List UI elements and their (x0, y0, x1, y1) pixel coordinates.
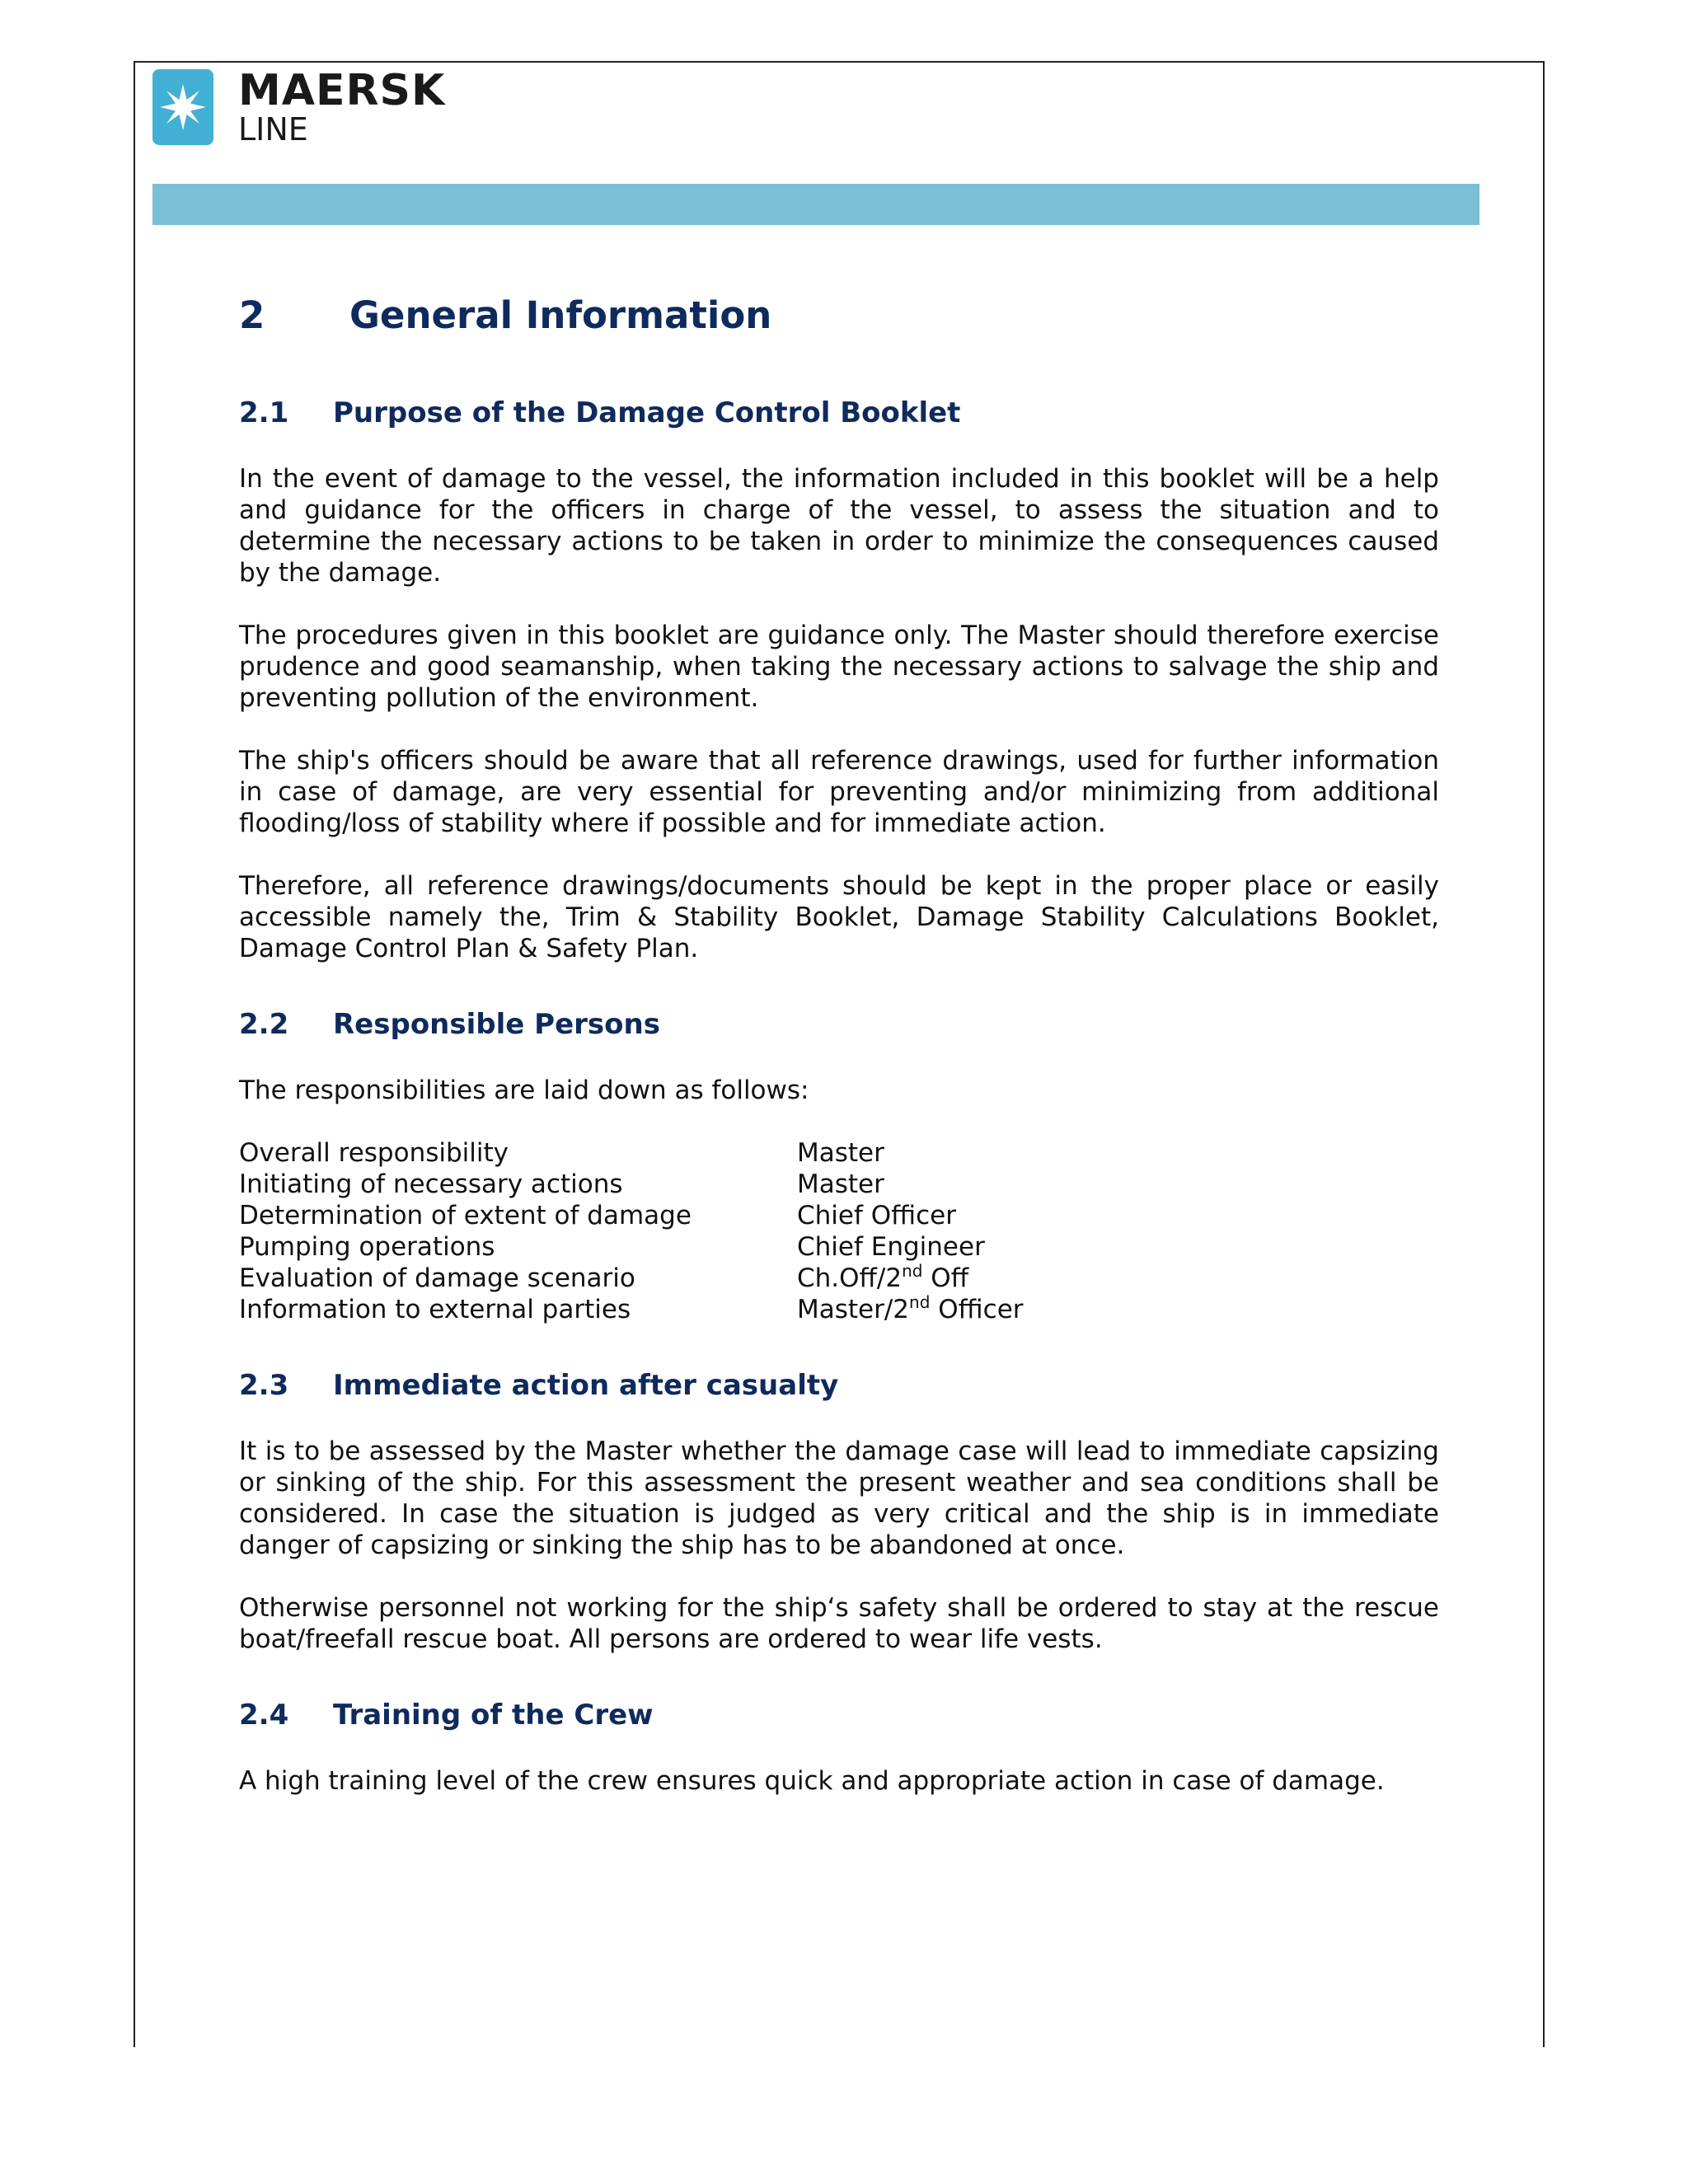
table-row (239, 1263, 1024, 1294)
table-row (239, 1294, 1024, 1325)
table-row (239, 1169, 1024, 1200)
paragraph: In the event of damage to the vessel, the information included in this booklet will be a help and guidance for the officers in charge of the vessel, to assess the situation and to determine the necessary actions to be taken in order to minimize the consequences caused by the damage. (239, 464, 1439, 588)
person-cell: Chief Engineer (797, 1232, 985, 1262)
chapter-title: General Information (349, 293, 772, 337)
paragraph: The responsibilities are laid down as follows: (239, 1076, 809, 1105)
task-cell: Initiating of necessary actions (239, 1169, 623, 1199)
section-number: 2.2 (239, 1008, 289, 1041)
person-cell: Master (797, 1169, 884, 1199)
section-heading (239, 1004, 1439, 1045)
responsibility-table (239, 1137, 1024, 1325)
paragraph: A high training level of the crew ensures quick and appropriate action in case of damage. (239, 1766, 1385, 1796)
person-cell: Master (797, 1138, 884, 1168)
star-icon (152, 69, 213, 145)
section-number: 2.1 (239, 396, 289, 429)
section-number: 2.3 (239, 1369, 289, 1402)
task-cell: Pumping operations (239, 1232, 495, 1262)
section-heading (239, 1694, 1439, 1736)
task-cell: Information to external parties (239, 1295, 631, 1324)
person-cell: Ch.Off/2nd Off (797, 1261, 969, 1293)
header-banner (152, 184, 1479, 225)
maersk-logo (152, 66, 446, 148)
table-row (239, 1231, 1024, 1263)
task-cell: Determination of extent of damage (239, 1201, 692, 1230)
task-cell: Evaluation of damage scenario (239, 1263, 635, 1293)
paragraph: Otherwise personnel not working for the ship‘s safety shall be ordered to stay at the rescue boat/freefall rescue boat. All persons are ordered to wear life vests. (239, 1593, 1439, 1654)
paragraph: The procedures given in this booklet are guidance only. The Master should therefore exercise prudence and good seamanship, when taking the necessary actions to salvage the ship and preventing pollution of the environment. (239, 621, 1439, 713)
logo-brand: MAERSK (238, 66, 446, 115)
logo-sub: LINE (238, 111, 308, 148)
section-title: Responsible Persons (333, 1008, 660, 1041)
paragraph: The ship's officers should be aware that all reference drawings, used for further information in case of damage, are very essential for preventing and/or minimizing from additional flooding/loss of stability where if possible and for immediate action. (239, 746, 1439, 838)
chapter-number: 2 (239, 293, 265, 337)
section-title: Immediate action after casualty (333, 1369, 839, 1402)
chapter-heading (239, 288, 1439, 343)
section-heading (239, 1365, 1439, 1406)
table-row (239, 1137, 1024, 1169)
table-row (239, 1200, 1024, 1231)
section-number: 2.4 (239, 1699, 289, 1732)
person-cell: Master/2nd Officer (797, 1292, 1024, 1324)
section-title: Purpose of the Damage Control Booklet (333, 396, 961, 429)
document-body (239, 288, 1439, 1797)
person-cell: Chief Officer (797, 1201, 956, 1230)
section-heading (239, 392, 1439, 434)
paragraph: Therefore, all reference drawings/documents should be kept in the proper place or easily accessible namely the, Trim & Stability Booklet, Damage Stability Calculations Booklet, Damage Control Plan & Safety Plan. (239, 871, 1439, 963)
paragraph: It is to be assessed by the Master whether the damage case will lead to immediate capsizing or sinking of the ship. For this assessment the present weather and sea conditions shall be considered. In case the situation is judged as very critical and the ship is in immediate danger of capsizing or sinking the ship has to be abandoned at once. (239, 1436, 1439, 1560)
section-title: Training of the Crew (333, 1699, 654, 1732)
task-cell: Overall responsibility (239, 1138, 509, 1168)
